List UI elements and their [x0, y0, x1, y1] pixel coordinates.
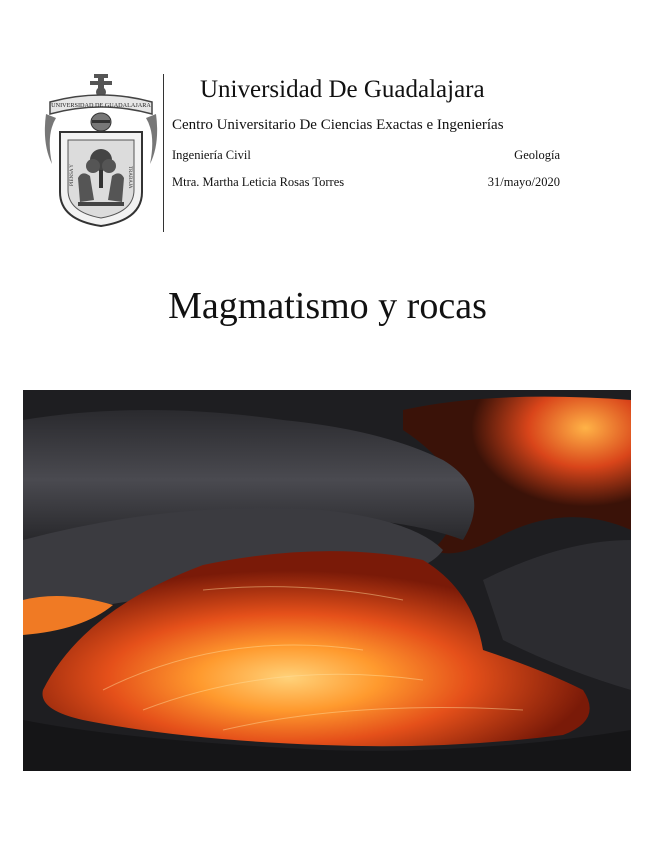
document-title: Magmatismo y rocas	[168, 285, 487, 327]
crest-motto-right: TRABAJA	[127, 166, 132, 189]
crest-banner-text: UNIVERSIDAD DE GUADALAJARA	[51, 102, 151, 109]
university-name: Universidad De Guadalajara	[200, 76, 485, 103]
lava-flow-photo	[23, 390, 631, 771]
teacher-date-row	[172, 175, 560, 190]
university-crest-logo	[42, 74, 160, 228]
program-name: Ingeniería Civil	[172, 148, 251, 162]
center-name: Centro Universitario De Ciencias Exactas e Ingenierías	[172, 117, 504, 133]
crest-motto-left: PIENSA Y	[70, 164, 75, 186]
document-date: 31/mayo/2020	[487, 175, 560, 189]
subject-name: Geología	[514, 148, 560, 162]
teacher-name: Mtra. Martha Leticia Rosas Torres	[172, 175, 345, 189]
header-divider	[163, 74, 164, 232]
program-subject-row	[172, 148, 560, 163]
